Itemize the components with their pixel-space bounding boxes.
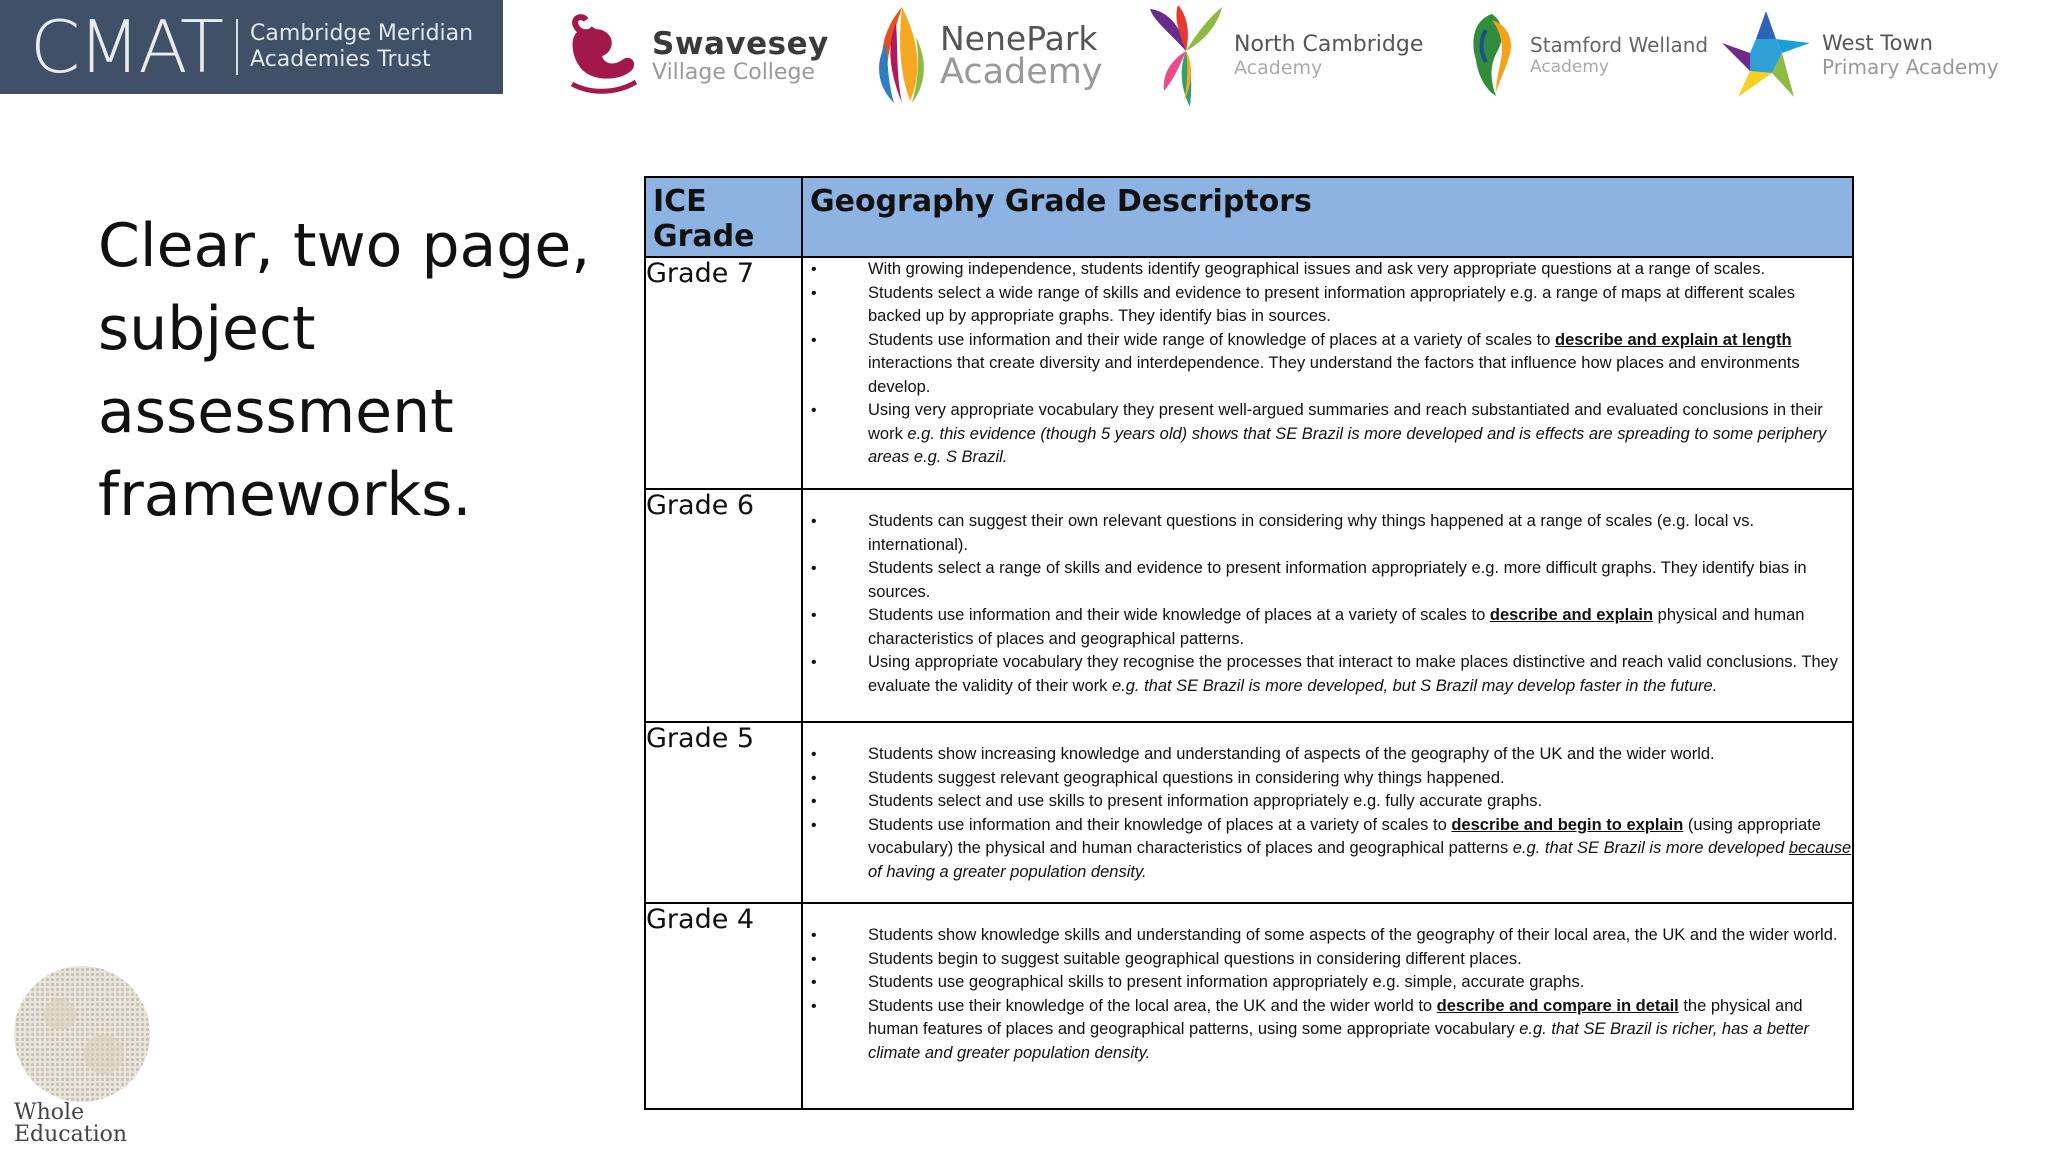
swavesey-line2: Village College [652,59,815,85]
cmat-logo-text: CMAT [30,5,223,89]
leaf-icon [1148,1,1224,109]
globe-icon [10,962,150,1102]
example-text: e.g. that SE Brazil is more developed [1512,839,1789,857]
table-header-row [645,177,1853,257]
list-item: • Students use geographical skills to present information appropriately e.g. simple, accurate graphs. [868,971,1852,995]
list-item: • Students select a range of skills and evidence to present information appropriately e.g. more difficult graphs. They identify bias in sources. [868,557,1852,604]
descriptor-list [803,490,1852,698]
grade-label: Grade 7 [645,257,802,489]
descriptor-list [803,258,1852,470]
table-row [645,257,1853,489]
logo-bar [0,0,2048,120]
lion-icon [1466,10,1520,100]
key-skill: describe and compare in detail [1436,996,1679,1015]
north-cambridge-line2: Academy [1234,56,1323,79]
stamford-welland-logo [1466,0,1708,110]
list-item: • Students can suggest their own relevant questions in considering why things happened at a range of scales (e.g. local vs. international). [868,510,1852,557]
key-skill: describe and begin to explain [1451,815,1684,834]
list-item: • With growing independence, students identify geographical issues and ask very appropriate questions at a range of scales. [868,258,1852,282]
header-descriptors: Geography Grade Descriptors [802,177,1853,257]
example-text: e.g. that SE Brazil is richer, has a better climate and greater population density. [868,1020,1810,1062]
grade-descriptors [802,722,1853,903]
whole-education-logo [10,962,150,1152]
page-title: Clear, two page, subject assessment frameworks. [98,211,591,530]
swavesey-logo [560,0,829,110]
whole-education-line1: Whole [14,1100,85,1125]
west-town-line1: West Town [1822,31,1933,55]
cmat-logo [0,0,503,94]
list-item: • Students suggest relevant geographical questions in considering why things happened. [868,767,1852,791]
list-item: • Students use information and their wide knowledge of places at a variety of scales to describe and explain physical and human characteristics of places and geographical patterns. [868,604,1852,651]
list-item: • Students select a wide range of skills and evidence to present information appropriately e.g. a range of maps at different scales backed up by appropriate graphs. They identify bias in sources. [868,282,1852,329]
grade-descriptors-table [644,176,1854,1110]
example-emphasis: because [1788,839,1852,857]
list-item: • Students show increasing knowledge and understanding of aspects of the geography of the UK and the wider world. [868,743,1852,767]
whole-education-line2: Education [14,1122,128,1147]
grade-label: Grade 4 [645,903,802,1109]
cmat-logo-line2: Academies Trust [250,47,431,72]
example-text: e.g. that SE Brazil is more developed, but S Brazil may develop faster in the future. [1111,676,1718,695]
stamford-welland-line2: Academy [1530,57,1609,77]
grade-descriptors [802,903,1853,1109]
west-town-logo [1720,0,1999,110]
list-item: • Students show knowledge skills and understanding of some aspects of the geography of their local area, the UK and the wider world. [868,924,1852,948]
grade-label: Grade 5 [645,722,802,903]
grade-label: Grade 6 [645,489,802,722]
swavesey-line1: Swavesey [652,25,829,62]
swan-icon [560,12,642,98]
nenepark-logo [872,0,1103,110]
north-cambridge-line1: North Cambridge [1234,31,1424,57]
example-text: of having a greater population density. [868,862,1147,881]
grade-descriptors [802,489,1853,722]
list-item: • Students use information and their knowledge of places at a variety of scales to describe and begin to explain (using appropriate vocabulary) the physical and human characteristics of places and geographical patterns e.g. that SE Brazil is more developed because of having a greater population density. [868,814,1852,885]
cmat-logo-divider [236,19,238,75]
list-item: • Students use their knowledge of the local area, the UK and the wider world to describe and compare in detail the physical and human features of places and geographical patterns, using some appropriate vocabulary e.g. that SE Brazil is richer, has a better climate and greater population density. [868,995,1852,1066]
key-skill: describe and explain at length [1554,330,1792,349]
list-item: • Students use information and their wide range of knowledge of places at a variety of scales to describe and explain at length interactions that create diversity and interdependence. They understand the factors that influence how places and environments develop. [868,329,1852,400]
list-item: • Using very appropriate vocabulary they present well-argued summaries and reach substantiated and evaluated conclusions in their work e.g. this evidence (though 5 years old) shows that SE Brazil is more developed and is effects are spreading to some periphery areas e.g. S Brazil. [868,399,1852,470]
cmat-logo-name [250,21,473,73]
example-text: e.g. this evidence (though 5 years old) shows that SE Brazil is more developed and is effects are spreading to some periphery areas e.g. S Brazil. [868,424,1827,466]
stamford-welland-line1: Stamford Welland [1530,33,1709,57]
nenepark-line1: NenePark [940,18,1098,58]
table-row [645,489,1853,722]
grade-descriptors [802,257,1853,489]
table-row [645,722,1853,903]
list-item: • Using appropriate vocabulary they recognise the processes that interact to make places distinctive and reach valid conclusions. They evaluate the validity of their work e.g. that SE Brazil is more developed, but S Brazil may develop faster in the future. [868,651,1852,698]
header-ice-grade: ICE Grade [645,177,802,257]
north-cambridge-logo [1148,0,1423,110]
table-row [645,903,1853,1109]
list-item: • Students select and use skills to present information appropriately e.g. fully accurate graphs. [868,790,1852,814]
flame-icon [872,3,930,107]
list-item: • Students begin to suggest suitable geographical questions in considering different places. [868,948,1852,972]
west-town-line2: Primary Academy [1822,55,1999,79]
key-skill: describe and explain [1489,606,1654,624]
descriptor-list [803,904,1852,1065]
descriptor-list [803,723,1852,884]
nenepark-line2: Academy [940,51,1103,92]
star-icon [1720,9,1812,101]
cmat-logo-line1: Cambridge Meridian [250,21,474,46]
